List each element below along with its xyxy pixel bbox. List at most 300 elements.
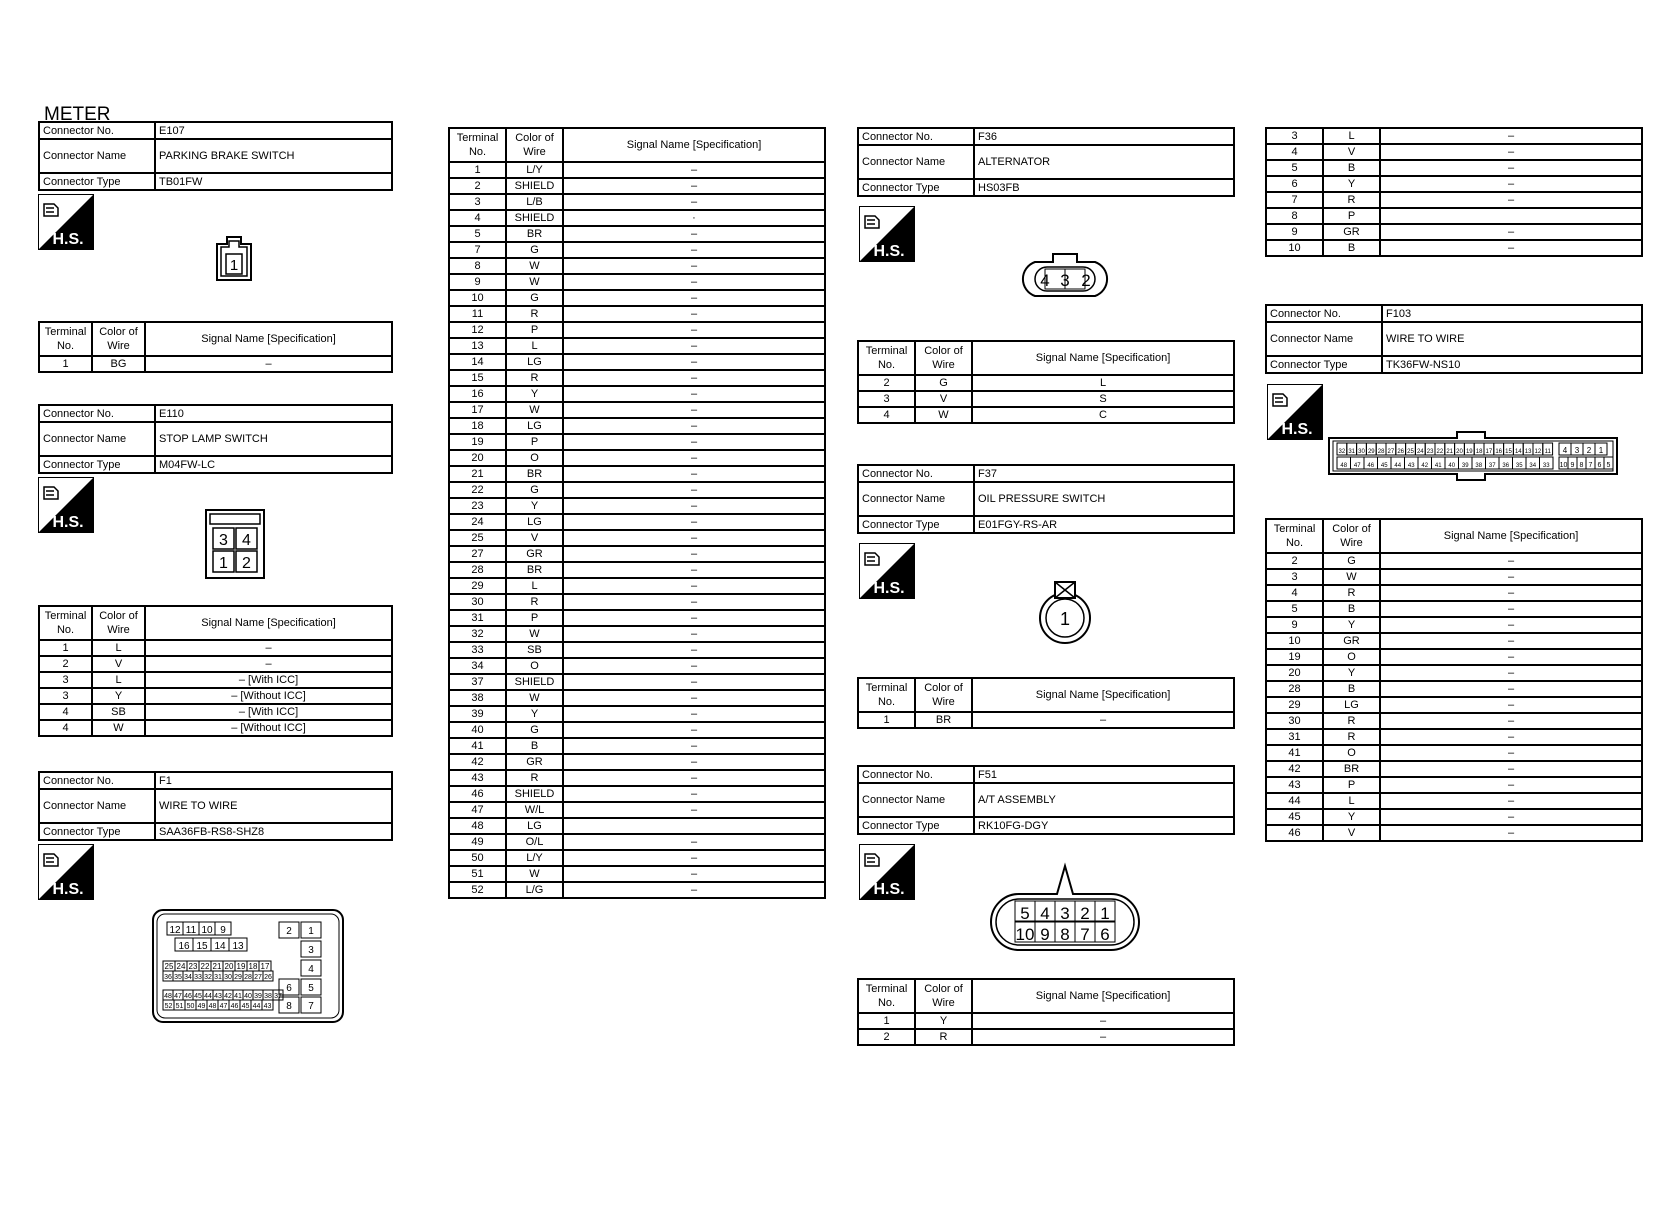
terminal-cell: 13 — [449, 338, 506, 354]
conn-no-label: Connector No. — [39, 122, 155, 139]
terminal-row — [449, 514, 825, 530]
signal-cell: – — [563, 610, 825, 626]
terminal-cell: 22 — [449, 482, 506, 498]
signal-cell: – — [1380, 729, 1642, 745]
wire-color-cell: BR — [915, 712, 972, 728]
wire-color-cell: W — [92, 720, 145, 736]
wire-color-cell: GR — [1323, 224, 1380, 240]
wire-color-cell: W — [915, 407, 972, 423]
signal-cell: – — [563, 338, 825, 354]
wire-color-cell: P — [506, 322, 563, 338]
pin-label: 30 — [1358, 449, 1365, 455]
conn-no-label: Connector No. — [39, 772, 155, 789]
hs-label: H.S. — [1281, 421, 1313, 438]
wire-color-cell: L — [1323, 793, 1380, 809]
terminal-row — [39, 704, 392, 720]
terminal-row — [858, 407, 1234, 423]
color-header: Color of Wire — [506, 128, 563, 162]
terminal-cell: 10 — [1266, 633, 1323, 649]
pin-label: 1 — [308, 926, 314, 937]
wire-color-cell: B — [506, 738, 563, 754]
pin-label: 5 — [308, 983, 314, 994]
terminal-row — [1266, 224, 1642, 240]
wire-color-cell: R — [915, 1029, 972, 1045]
signal-cell: – — [1380, 761, 1642, 777]
pin-label: 2 — [1586, 446, 1592, 455]
terminal-row — [449, 722, 825, 738]
signal-cell: – — [563, 306, 825, 322]
pin-label: 5 — [1606, 462, 1611, 469]
pin-label: 37 — [1488, 463, 1496, 469]
terminal-cell: 29 — [1266, 697, 1323, 713]
terminal-cell: 38 — [449, 690, 506, 706]
wire-color-cell: G — [506, 482, 563, 498]
signal-cell: – — [563, 562, 825, 578]
wire-color-cell: W/L — [506, 802, 563, 818]
conn-no-value: F51 — [974, 766, 1234, 783]
terminal-table-f51 — [857, 978, 1235, 1046]
pin-label: 1 — [1598, 446, 1604, 455]
wire-color-cell: R — [506, 770, 563, 786]
conn-no-value: F36 — [974, 128, 1234, 145]
wire-color-cell: G — [506, 722, 563, 738]
harness-side-icon — [1267, 384, 1323, 440]
pin-label: 47 — [219, 1003, 228, 1010]
pin-label: 1 — [219, 555, 228, 572]
pin-label: 15 — [196, 941, 208, 952]
pin-label: 17 — [260, 962, 270, 971]
signal-cell: – — [1380, 176, 1642, 192]
conn-no-label: Connector No. — [39, 405, 155, 422]
terminal-cell: 2 — [858, 375, 915, 391]
signal-cell: – — [563, 274, 825, 290]
terminal-row — [449, 242, 825, 258]
wire-color-cell: W — [506, 866, 563, 882]
pin-label: 46 — [230, 1003, 239, 1010]
terminal-row — [449, 786, 825, 802]
wire-color-cell: G — [915, 375, 972, 391]
conn-name-value: STOP LAMP SWITCH — [155, 422, 392, 456]
signal-cell: – — [563, 530, 825, 546]
conn-type-label: Connector Type — [858, 179, 974, 196]
connector-info-e110 — [38, 404, 393, 474]
pin-label: 11 — [185, 925, 197, 936]
pin-label: 2 — [242, 555, 251, 572]
pin-label: 1 — [1059, 609, 1071, 629]
signal-cell: – — [563, 658, 825, 674]
terminal-cell: 8 — [449, 258, 506, 274]
wire-color-cell: BG — [92, 356, 145, 372]
terminal-cell: 3 — [449, 194, 506, 210]
terminal-cell: 7 — [1266, 192, 1323, 208]
pin-label: 51 — [175, 1003, 184, 1010]
terminal-cell: 12 — [449, 322, 506, 338]
terminal-row — [1266, 825, 1642, 841]
terminal-cell: 9 — [1266, 617, 1323, 633]
pin-label: 4 — [242, 532, 251, 549]
signal-cell: – — [563, 354, 825, 370]
pin-label: 1 — [1100, 904, 1110, 923]
signal-cell: – [With ICC] — [145, 704, 392, 720]
pin-label: 27 — [1387, 449, 1395, 455]
signal-cell: – — [563, 322, 825, 338]
pin-label: 41 — [1434, 463, 1442, 469]
pin-label: 3 — [219, 532, 228, 549]
terminal-cell: 3 — [1266, 569, 1323, 585]
terminal-cell: 20 — [1266, 665, 1323, 681]
signal-cell: – — [1380, 809, 1642, 825]
terminal-row — [1266, 128, 1642, 144]
terminal-cell: 48 — [449, 818, 506, 834]
wire-color-cell: LG — [506, 354, 563, 370]
signal-cell: – — [563, 290, 825, 306]
terminal-cell: 41 — [1266, 745, 1323, 761]
terminal-row — [449, 322, 825, 338]
color-header: Color of Wire — [1323, 519, 1380, 553]
pin-label: 16 — [1495, 449, 1503, 455]
pin-label: 31 — [1348, 449, 1356, 455]
page-title: METER — [44, 104, 111, 125]
wire-color-cell: V — [1323, 825, 1380, 841]
terminal-row — [1266, 665, 1642, 681]
terminal-cell: 2 — [449, 178, 506, 194]
conn-name-value: OIL PRESSURE SWITCH — [974, 482, 1234, 516]
terminal-cell: 28 — [1266, 681, 1323, 697]
terminal-cell: 51 — [449, 866, 506, 882]
terminal-header: Terminal No. — [39, 322, 92, 356]
terminal-cell: 24 — [449, 514, 506, 530]
terminal-row — [1266, 777, 1642, 793]
terminal-row — [1266, 617, 1642, 633]
signal-cell: – — [972, 712, 1234, 728]
terminal-row — [449, 594, 825, 610]
wire-color-cell: W — [1323, 569, 1380, 585]
pin-label: 48 — [208, 1003, 217, 1010]
wire-color-cell: Y — [506, 386, 563, 402]
signal-cell: – — [1380, 665, 1642, 681]
terminal-row — [449, 866, 825, 882]
terminal-row — [1266, 192, 1642, 208]
signal-cell: – — [563, 770, 825, 786]
pin-label: 3 — [308, 945, 314, 956]
pin-label: 2 — [286, 926, 292, 937]
wire-color-cell: GR — [1323, 633, 1380, 649]
pin-label: 42 — [224, 993, 232, 1000]
terminal-row — [449, 210, 825, 226]
terminal-row — [449, 802, 825, 818]
hs-label: H.S. — [873, 243, 905, 260]
conn-type-label: Connector Type — [858, 817, 974, 834]
signal-cell: – — [1380, 553, 1642, 569]
wire-color-cell: W — [506, 274, 563, 290]
terminal-row — [449, 466, 825, 482]
wire-color-cell: R — [1323, 585, 1380, 601]
signal-header: Signal Name [Specification] — [145, 322, 392, 356]
conn-type-value: E01FGY-RS-AR — [974, 516, 1234, 533]
conn-name-value: WIRE TO WIRE — [155, 789, 392, 823]
signal-cell: · — [563, 210, 825, 226]
signal-cell: – — [563, 754, 825, 770]
conn-type-value: TK36FW-NS10 — [1382, 356, 1642, 373]
wire-color-cell: R — [506, 306, 563, 322]
pin-label: 43 — [1407, 463, 1415, 469]
terminal-row — [1266, 649, 1642, 665]
terminal-cell: 5 — [449, 226, 506, 242]
terminal-cell: 3 — [858, 391, 915, 407]
terminal-cell: 41 — [449, 738, 506, 754]
pin-label: 8 — [1579, 462, 1584, 469]
terminal-row — [39, 720, 392, 736]
harness-side-icon — [859, 206, 915, 262]
signal-cell: – [Without ICC] — [145, 688, 392, 704]
signal-cell: – — [1380, 240, 1642, 256]
terminal-row — [449, 626, 825, 642]
terminal-cell: 27 — [449, 546, 506, 562]
conn-type-label: Connector Type — [39, 823, 155, 840]
terminal-row — [449, 258, 825, 274]
pin-label: 13 — [1524, 449, 1532, 455]
wire-color-cell: LG — [506, 818, 563, 834]
pin-label: 7 — [1588, 462, 1593, 469]
signal-cell: – — [563, 418, 825, 434]
signal-cell: – — [145, 356, 392, 372]
terminal-row — [1266, 633, 1642, 649]
signal-cell: – — [563, 466, 825, 482]
pin-label: 9 — [1570, 462, 1575, 469]
conn-type-value: TB01FW — [155, 173, 392, 190]
terminal-row — [1266, 144, 1642, 160]
signal-cell: L — [972, 375, 1234, 391]
signal-cell: – — [1380, 601, 1642, 617]
terminal-row — [858, 1029, 1234, 1045]
terminal-row — [1266, 176, 1642, 192]
wire-color-cell: SHIELD — [506, 178, 563, 194]
pin-label: 20 — [224, 962, 234, 971]
conn-type-value: SAA36FB-RS8-SHZ8 — [155, 823, 392, 840]
wire-color-cell: R — [506, 370, 563, 386]
pin-label: 28 — [1377, 449, 1385, 455]
signal-cell: – — [563, 578, 825, 594]
signal-cell: – — [563, 674, 825, 690]
wire-color-cell: Y — [1323, 176, 1380, 192]
terminal-cell: 17 — [449, 402, 506, 418]
terminal-cell: 6 — [1266, 176, 1323, 192]
wire-color-cell: GR — [506, 754, 563, 770]
signal-cell: – — [1380, 569, 1642, 585]
signal-header: Signal Name [Specification] — [563, 128, 825, 162]
wire-color-cell: P — [506, 434, 563, 450]
signal-cell: – — [563, 258, 825, 274]
terminal-cell: 2 — [858, 1029, 915, 1045]
terminal-cell: 1 — [449, 162, 506, 178]
terminal-cell: 45 — [1266, 809, 1323, 825]
terminal-row — [1266, 569, 1642, 585]
terminal-row — [449, 834, 825, 850]
pin-label: 28 — [244, 974, 252, 981]
terminal-row — [449, 194, 825, 210]
terminal-row — [1266, 585, 1642, 601]
conn-type-label: Connector Type — [1266, 356, 1382, 373]
pin-label: 40 — [1448, 463, 1456, 469]
terminal-row — [449, 610, 825, 626]
pin-label: 4 — [1040, 904, 1050, 923]
signal-cell: – — [1380, 745, 1642, 761]
connector-info-f1 — [38, 771, 393, 841]
pin-label: 8 — [286, 1001, 292, 1012]
color-header: Color of Wire — [92, 322, 145, 356]
pin-label: 19 — [1465, 449, 1473, 455]
pin-label: 39 — [1461, 463, 1469, 469]
connector-face-f103 — [1323, 428, 1623, 482]
conn-name-value: PARKING BRAKE SWITCH — [155, 139, 392, 173]
signal-cell: – — [563, 690, 825, 706]
terminal-cell: 43 — [1266, 777, 1323, 793]
wire-color-cell: O — [1323, 649, 1380, 665]
wire-color-cell: SB — [92, 704, 145, 720]
signal-cell: – — [1380, 825, 1642, 841]
terminal-header: Terminal No. — [858, 678, 915, 712]
wire-color-cell: L — [506, 338, 563, 354]
pin-label: 39 — [254, 993, 262, 1000]
connector-face-e107 — [214, 234, 254, 284]
terminal-row — [858, 712, 1234, 728]
terminal-row — [449, 770, 825, 786]
wire-color-cell: O/L — [506, 834, 563, 850]
terminal-row — [1266, 681, 1642, 697]
pin-label: 20 — [1456, 449, 1463, 455]
pin-label: 21 — [1446, 449, 1454, 455]
terminal-cell: 1 — [858, 1013, 915, 1029]
pin-label: 35 — [174, 974, 182, 981]
wire-color-cell: W — [506, 690, 563, 706]
signal-cell: – — [563, 162, 825, 178]
pin-label: 17 — [1485, 449, 1493, 455]
terminal-cell: 1 — [39, 640, 92, 656]
conn-name-label: Connector Name — [858, 783, 974, 817]
conn-no-value: F103 — [1382, 305, 1642, 322]
pin-label: 10 — [201, 925, 213, 936]
terminal-cell: 47 — [449, 802, 506, 818]
wire-color-cell: V — [506, 530, 563, 546]
terminal-row — [449, 338, 825, 354]
pin-label: 41 — [234, 993, 242, 1000]
conn-type-value: HS03FB — [974, 179, 1234, 196]
pin-label: 26 — [264, 974, 272, 981]
terminal-cell: 42 — [1266, 761, 1323, 777]
terminal-row — [449, 418, 825, 434]
pin-label: 27 — [254, 974, 262, 981]
pin-label: 15 — [1505, 449, 1512, 455]
wire-color-cell: V — [1323, 144, 1380, 160]
pin-label: 31 — [214, 974, 222, 981]
wire-color-cell: L — [1323, 128, 1380, 144]
signal-cell: – — [1380, 633, 1642, 649]
pin-label: 44 — [252, 1003, 261, 1010]
signal-header: Signal Name [Specification] — [972, 979, 1234, 1013]
terminal-cell: 30 — [449, 594, 506, 610]
terminal-cell: 2 — [39, 656, 92, 672]
terminal-cell: 1 — [858, 712, 915, 728]
wire-color-cell: LG — [506, 418, 563, 434]
pin-label: 44 — [1394, 463, 1402, 469]
terminal-cell: 34 — [449, 658, 506, 674]
pin-label: 14 — [1514, 449, 1522, 455]
terminal-row — [1266, 160, 1642, 176]
pin-label: 42 — [1421, 463, 1429, 469]
terminal-row — [449, 642, 825, 658]
wire-color-cell: B — [1323, 240, 1380, 256]
terminal-cell: 29 — [449, 578, 506, 594]
pin-label: 49 — [197, 1003, 206, 1010]
pin-label: 52 — [164, 1003, 173, 1010]
harness-side-icon — [859, 844, 915, 900]
terminal-cell: 7 — [449, 242, 506, 258]
terminal-table-f1 — [448, 127, 826, 899]
pin-label: 26 — [1397, 449, 1405, 455]
terminal-row — [449, 434, 825, 450]
conn-name-value: A/T ASSEMBLY — [974, 783, 1234, 817]
wire-color-cell: V — [92, 656, 145, 672]
terminal-cell: 4 — [449, 210, 506, 226]
signal-cell: – — [563, 706, 825, 722]
signal-header: Signal Name [Specification] — [145, 606, 392, 640]
terminal-table-f103 — [1265, 518, 1643, 842]
pin-label: 32 — [1338, 449, 1346, 455]
conn-name-label: Connector Name — [39, 422, 155, 456]
hs-label: H.S. — [52, 881, 84, 898]
terminal-cell: 46 — [449, 786, 506, 802]
signal-cell: – — [563, 866, 825, 882]
terminal-table-f36 — [857, 340, 1235, 424]
terminal-row — [449, 498, 825, 514]
wire-color-cell: LG — [506, 514, 563, 530]
conn-name-label: Connector Name — [858, 482, 974, 516]
pin-label: 34 — [1529, 463, 1537, 469]
signal-cell: – — [145, 656, 392, 672]
signal-cell: – — [1380, 160, 1642, 176]
terminal-cell: 32 — [449, 626, 506, 642]
terminal-row — [449, 402, 825, 418]
conn-name-value: ALTERNATOR — [974, 145, 1234, 179]
signal-cell: – — [563, 498, 825, 514]
signal-cell: – — [1380, 697, 1642, 713]
pin-label: 35 — [1515, 463, 1523, 469]
wire-color-cell: Y — [1323, 809, 1380, 825]
signal-cell: – — [1380, 224, 1642, 240]
conn-type-label: Connector Type — [39, 173, 155, 190]
terminal-cell: 44 — [1266, 793, 1323, 809]
terminal-row — [449, 386, 825, 402]
wire-color-cell: P — [506, 610, 563, 626]
terminal-row — [39, 688, 392, 704]
wire-color-cell: W — [506, 626, 563, 642]
terminal-cell: 4 — [858, 407, 915, 423]
harness-side-icon — [38, 477, 94, 533]
signal-cell: – — [563, 642, 825, 658]
connector-info-f36 — [857, 127, 1235, 197]
terminal-row — [449, 546, 825, 562]
conn-type-value: M04FW-LC — [155, 456, 392, 473]
terminal-row — [449, 706, 825, 722]
conn-no-value: F37 — [974, 465, 1234, 482]
pin-label: 34 — [184, 974, 192, 981]
connector-face-f51 — [989, 862, 1141, 958]
terminal-cell: 39 — [449, 706, 506, 722]
wire-color-cell: P — [1323, 777, 1380, 793]
wire-color-cell: O — [506, 658, 563, 674]
signal-cell: S — [972, 391, 1234, 407]
signal-cell: – — [1380, 128, 1642, 144]
